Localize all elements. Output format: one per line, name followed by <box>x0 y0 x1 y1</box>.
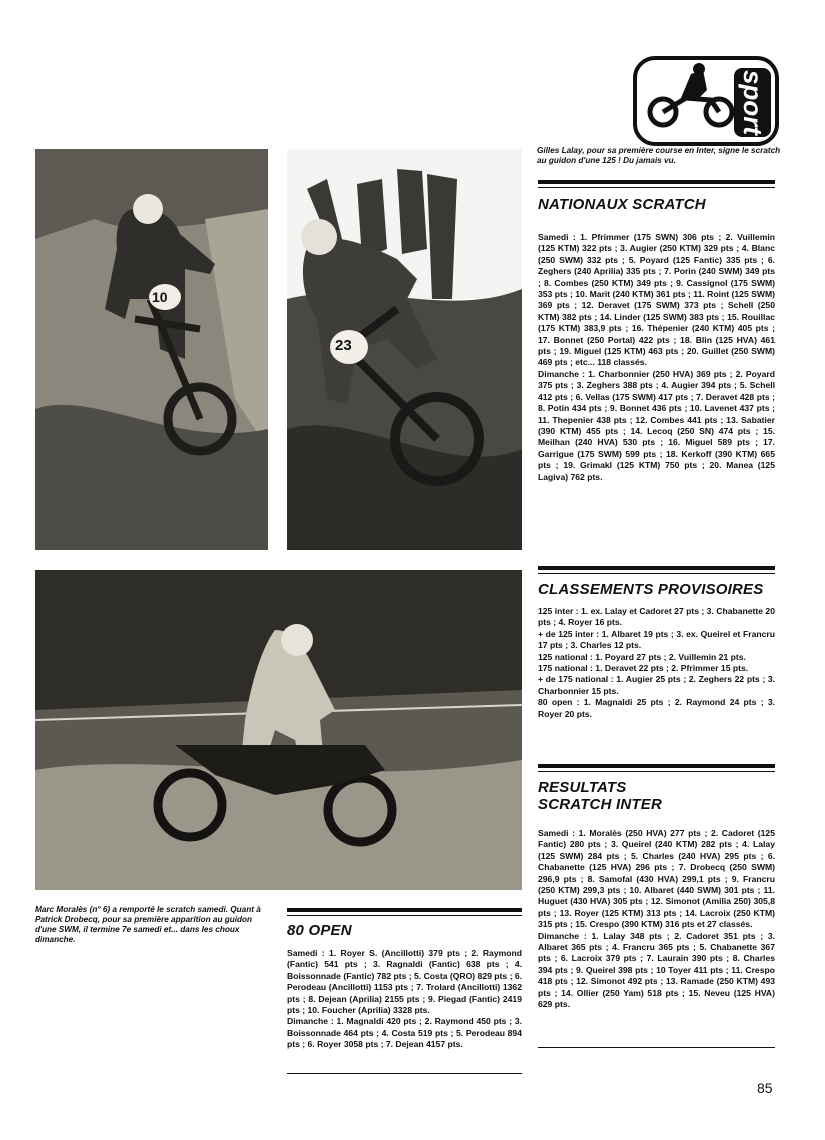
logo-text: sport <box>734 68 771 137</box>
photo-rider-23 <box>287 149 522 550</box>
classement-line: 80 open : 1. Magnaldi 25 pts ; 2. Raymond 24 pts ; 3. Royer 20 pts. <box>538 697 775 719</box>
label-samedi: Samedi : <box>538 828 576 838</box>
section-rule <box>287 915 522 916</box>
label-dimanche: Dimanche : <box>538 368 586 379</box>
heading-resultats-line1: RESULTATS <box>538 779 627 796</box>
nationaux-results <box>538 232 775 483</box>
resultats-samedi-text: 1. Moralès (250 HVA) 277 pts ; 2. Cadoret (125 Fantic) 280 pts ; 3. Queirel (240 KTM) 282 pts ; 4. Lalay (125 SWM) 284 pts ; 5. Charles (240 HVA) 295 pts ; 6. Chabanette (125 HVA) 296 pts ; 7. Drobecq (250 SWM) 296,9 pts ; 8. Samofal (430 HVA) 299,1 pts ; 9. Francru (250 KTM) 299,3 pts ; 10. Albaret (440 SWM) 301 pts ; 11. Huguet (430 HVA) 305 pts ; 12. Simonot (Amilia 250) 305,8 pts ; 13. Royer (125 KTM) 313 pts ; 14. Lacroix (250 KTM) 315 pts ; 15. Crespo (390 KTM) 316 pts et 27 classés. <box>538 828 775 930</box>
label-samedi: Samedi : <box>287 948 325 958</box>
nationaux-dimanche-text: 1. Charbonnier (250 HVA) 369 pts ; 2. Poyard 375 pts ; 3. Zeghers 388 pts ; 4. Augier 394 pts ; 5. Schell 412 pts ; 6. Vellas (175 SWM) 417 pts ; 7. Deravet 428 pts ; 8. Potin 434 pts ; 9. Bonnet 436 pts ; 10. Lavenet 437 pts ; 11. Thepenier 438 pts ; 12. Combes 441 pts ; 13. Sabatier (390 KTM) 455 pts ; 14. Lecoq (250 SN) 474 pts ; 15. Meilhan (240 HVA) 530 pts ; 16. Miguel 589 pts ; 17. Garrigue (175 SWM) 599 pts ; 18. Kerkoff (390 KTM) 665 pts ; 19. Grimakl (125 KTM) 750 pts ; 20. Manea (125 Lagiva) 762 pts. <box>538 368 776 482</box>
section-rule <box>287 908 522 912</box>
heading-resultats <box>538 779 662 813</box>
heading-80-open: 80 OPEN <box>287 922 352 939</box>
label-dimanche: Dimanche : <box>287 1016 334 1027</box>
label-samedi: Samedi : <box>538 232 576 242</box>
classement-line: 125 inter : 1. ex. Lalay et Cadoret 27 pts ; 3. Chabanette 20 pts ; 4. Royer 16 pts. <box>538 606 775 628</box>
photo-morales <box>35 570 522 890</box>
section-rule <box>538 771 775 772</box>
section-rule <box>287 1073 522 1074</box>
section-rule <box>538 573 775 574</box>
resultats-results <box>538 828 775 1011</box>
page-number: 85 <box>757 1080 773 1096</box>
rider-number-10: 10 <box>152 289 168 305</box>
heading-nationaux-scratch: NATIONAUX SCRATCH <box>538 196 706 213</box>
bottom-caption: Marc Moralès (n° 6) a remporté le scratch samedi. Quant à Patrick Drobecq, pour sa première apparition au guidon d'une SWM, il termine 7e samedi et... dans les choux dimanche. <box>35 905 261 944</box>
rider-number-23: 23 <box>335 337 352 354</box>
section-rule <box>538 1047 775 1048</box>
section-rule <box>538 187 775 188</box>
classement-line: + de 125 inter : 1. Albaret 19 pts ; 3. ex. Queirel et Francru 17 pts ; 3. Charles 12 pts. <box>538 628 775 651</box>
resultats-dimanche-text: 1. Lalay 348 pts ; 2. Cadoret 351 pts ; 3. Albaret 365 pts ; 4. Francru 365 pts ; 5. Chabanette 367 pts ; 6. Lacroix 379 pts ; 7. Laurain 390 pts ; 8. Charles 394 pts ; 9. Queirel 398 pts ; 10 Toyer 411 pts ; 11. Crespo 418 pts ; 12. Simonot 492 pts ; 13. Ramade (250 KTM) 493 pts ; 14. Ollier (250 Yam) 518 pts ; 15. Neveu (125 HVA) 629 pts. <box>538 930 775 1010</box>
section-rule <box>538 764 775 768</box>
classement-line: + de 175 national : 1. Augier 25 pts ; 2. Zeghers 22 pts ; 3. Charbonnier 15 pts. <box>538 674 775 696</box>
classements-list <box>538 606 775 720</box>
section-rule <box>538 566 775 570</box>
heading-classements: CLASSEMENTS PROVISOIRES <box>538 581 764 598</box>
open80-samedi-text: 1. Royer S. (Ancillotti) 379 pts ; 2. Raymond (Fantic) 541 pts ; 3. Ragnaldi (Fantic) 638 pts ; 4. Boissonnade (Fantic) 782 pts ; 5. Costa (QRO) 829 pts ; 6. Perodeau (Ancillotti) 1153 pts ; 7. Trolard (Ancillotti) 1362 pts ; 8. Dejean (Aprilia) 2155 pts ; 9. Piegad (Fantic) 2419 pts ; 10. Foucher (Aprilia) 3328 pts. <box>287 948 522 1016</box>
photo-rider-10 <box>35 149 268 550</box>
nationaux-samedi-text: 1. Pfrimmer (175 SWN) 306 pts ; 2. Vuillemin (125 KTM) 322 pts ; 3. Augier (250 KTM) 329 pts ; 4. Blanc (250 SWM) 332 pts ; 5. Poyard (125 Fantic) 335 pts ; 6. Zeghers (240 Aprilia) 335 pts ; 7. Porin (240 SWM) 349 pts ; 8. Combes (250 KTM) 349 pts ; 9. Cassignol (175 SWM) 353 pts ; 10. Marit (240 KTM) 361 pts ; 11. Roint (125 SWM) 369 pts ; 12. Deravet (175 SWM) 373 pts ; Schell (250 KTM) 382 pts ; 14. Linder (125 SWM) 383 pts ; 15. Rouillac (175 KTM) 383,9 pts ; 16. Thépenier (240 KTM) 405 pts ; 17. Bonnet (250 Portal) 422 pts ; 18. Blin (125 HVA) 461 pts ; 19. Miguel (125 KTM) 463 pts ; 20. Guillet (250 SWM) 469 pts ; etc... 118 classés. <box>538 232 775 368</box>
open80-results <box>287 948 522 1051</box>
top-caption: Gilles Lalay, pour sa première course en Inter, signe le scratch au guidon d'une 125 ! Du jamais vu. <box>537 146 781 165</box>
heading-resultats-line2: SCRATCH INTER <box>538 796 662 813</box>
section-rule <box>538 180 775 184</box>
motorbike-icon <box>641 60 741 142</box>
sport-logo <box>633 56 779 146</box>
classement-line: 175 national : 1. Deravet 22 pts ; 2. Pfrimmer 15 pts. <box>538 663 749 674</box>
open80-dimanche-text: 1. Magnaldi 420 pts ; 2. Raymond 450 pts ; 3. Boissonnade 464 pts ; 4. Costa 519 pts ; 5. Perodeau 894 pts ; 6. Royer 3058 pts ; 7. Dejean 4157 pts. <box>287 1016 522 1050</box>
label-dimanche: Dimanche : <box>538 930 587 941</box>
classement-line: 125 national : 1. Poyard 27 pts ; 2. Vuillemin 21 pts. <box>538 651 746 662</box>
